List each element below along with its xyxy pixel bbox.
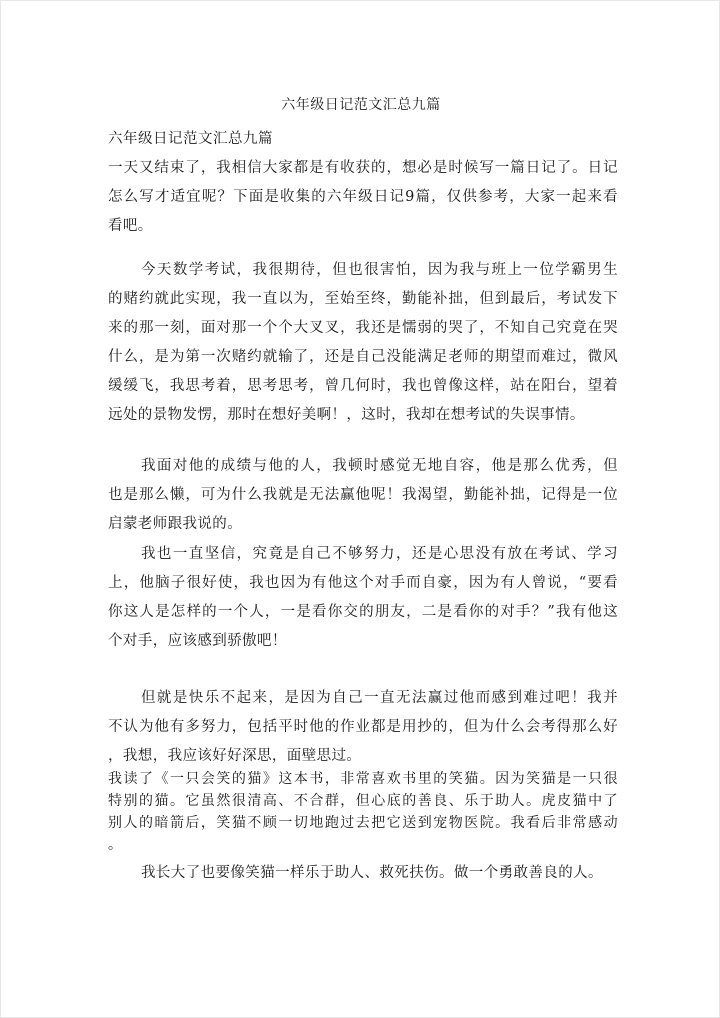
text-line: 今天数学考试，我很期待，但也很害怕，因为我与班上一位学霸男生: [141, 262, 618, 278]
paragraph-1: [108, 256, 618, 430]
text-line: 你这人是怎样的一个人，一是看你交的朋友，二是看你的对手？”我有他这: [108, 604, 618, 620]
paragraph-5: [108, 768, 618, 856]
text-line: 什么，是为第一次赌约就输了，还是自己没能满足老师的期望而难过，微风: [108, 349, 618, 365]
text-line: 。: [108, 837, 123, 853]
paragraph-4: [108, 684, 618, 771]
text-line: 上，他脑子很好使，我也因为有他这个对手而自豪，因为有人曾说，“要看: [108, 575, 618, 591]
text-line: ，我想，我应该好好深思，面壁思过。: [108, 748, 362, 764]
document-title: 六年级日记范文汇总九篇: [281, 97, 441, 113]
text-line: 启蒙老师跟我说的。: [108, 516, 243, 532]
text-line: 特别的猫。它虽然很清高、不合群，但心底的善良、乐于助人。虎皮猫中了: [108, 793, 618, 809]
text-line: 也是那么懒，可为什么我就是无法赢他呢！我渴望，勤能补拙，记得是一位: [108, 487, 618, 503]
text-line: 怎么写才适宜呢？下面是收集的六年级日记9篇，仅供参考，大家一起来看: [108, 189, 618, 205]
text-line: 个对手，应该感到骄傲吧！: [108, 633, 287, 649]
text-line: 缓缓飞，我思考着，思考思考，曾几何时，我也曾像这样，站在阳台，望着: [108, 378, 618, 394]
text-line: 的赌约就此实现，我一直以为，至始至终，勤能补拙，但到最后，考试发下: [108, 291, 618, 307]
text-line: 我读了《一只会笑的猫》这本书，非常喜欢书里的笑猫。因为笑猫是一只很: [108, 771, 618, 787]
text-line: 不认为他有多努力，包括平时他的作业都是用抄的，但为什么会考得那么好: [108, 719, 618, 735]
text-line: 别人的暗箭后，笑猫不顾一切地跑过去把它送到宠物医院。我看后非常感动: [108, 815, 618, 831]
document-subtitle: 六年级日记范文汇总九篇: [108, 131, 273, 147]
text-line: 但就是快乐不起来，是因为自己一直无法赢过他而感到难过吧！我并: [141, 690, 618, 706]
text-line: 一天又结束了，我相信大家都是有收获的，想必是时候写一篇日记了。日记: [108, 160, 618, 176]
paragraph-3: [108, 540, 618, 656]
text-line: 远处的景物发愣，那时在想好美啊！，这时，我却在想考试的失误事情。: [108, 407, 585, 423]
paragraph-2: [108, 452, 618, 539]
text-line: 我面对他的成绩与他的人，我顿时感觉无地自容，他是那么优秀，但: [141, 458, 618, 474]
text-line: 我长大了也要像笑猫一样乐于助人、救死扶伤。做一个勇敢善良的人。: [141, 865, 603, 881]
text-line: 我也一直坚信，究竟是自己不够努力，还是心思没有放在考试、学习: [141, 546, 618, 562]
intro-paragraph: [108, 154, 618, 241]
text-line: 来的那一刻，面对那一个个大叉叉，我还是懦弱的哭了，不知自己究竟在哭: [108, 320, 618, 336]
paragraph-6: [108, 859, 618, 888]
text-line: 看吧。: [108, 218, 153, 234]
